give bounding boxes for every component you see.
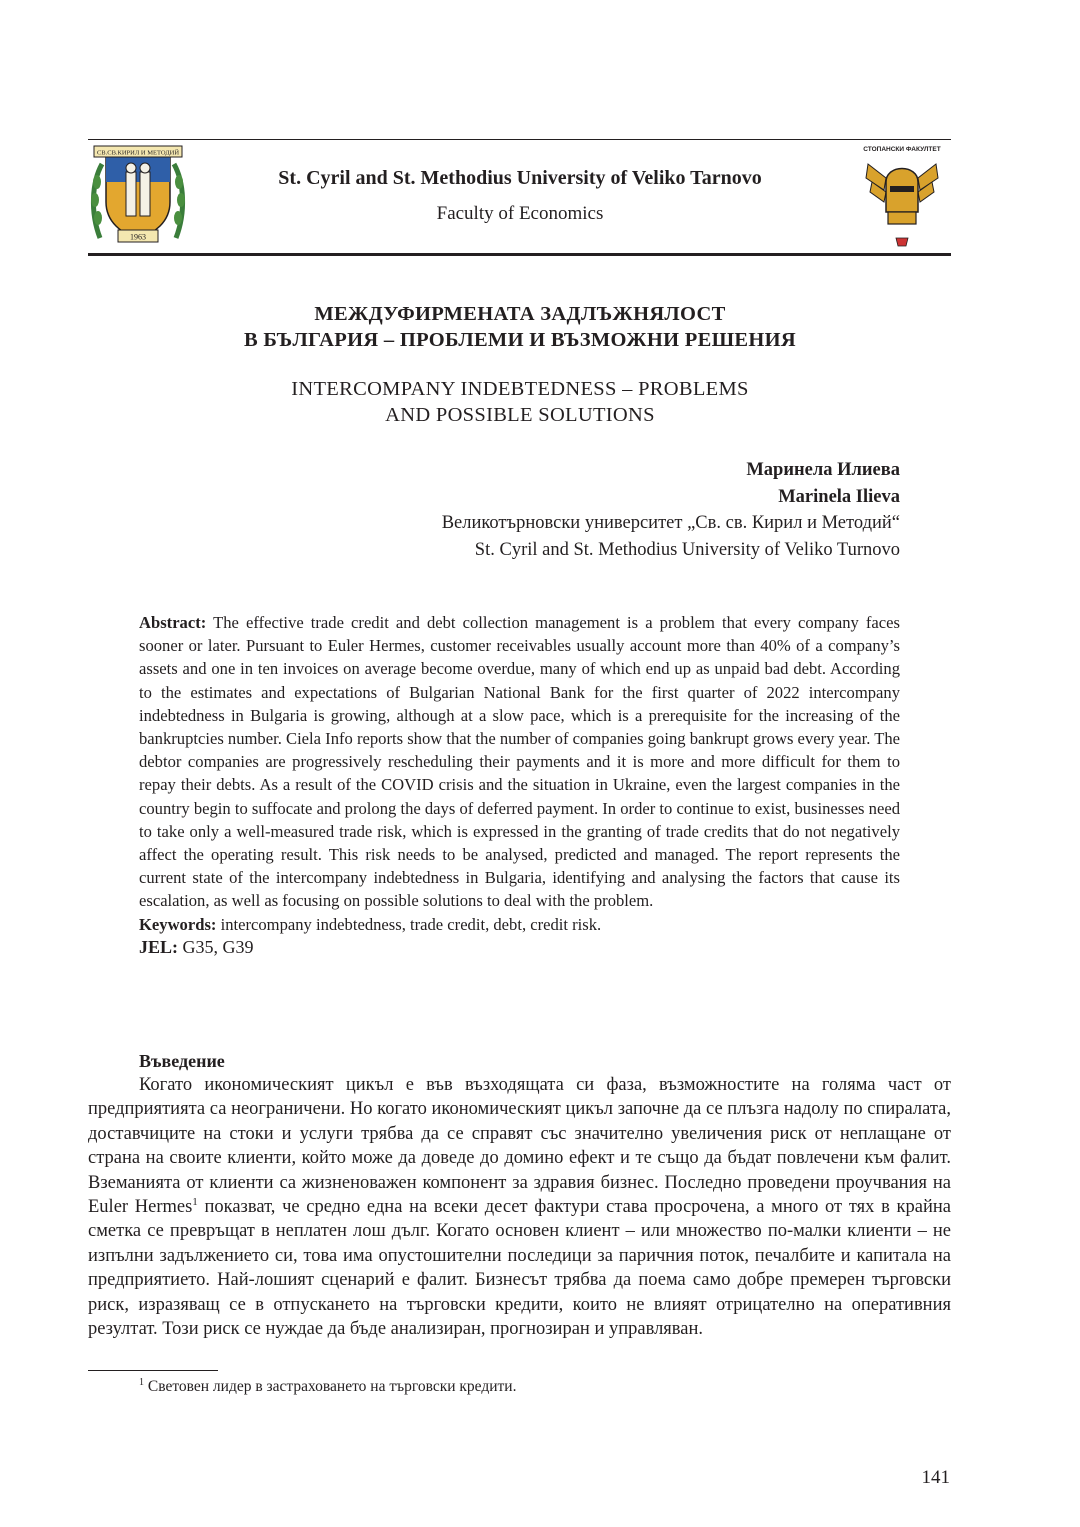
- university-name: St. Cyril and St. Methodius University of Veliko Tarnovo: [278, 167, 762, 189]
- jel-codes: G35, G39: [182, 936, 254, 957]
- crest-year-text: 1963: [130, 232, 146, 242]
- footnote: [139, 1377, 516, 1396]
- title-bg-line-2: В БЪЛГАРИЯ – ПРОБЛЕМИ И ВЪЗМОЖНИ РЕШЕНИЯ: [244, 329, 796, 351]
- page-number: 141: [921, 1467, 950, 1488]
- header-top-rule: [88, 139, 951, 140]
- keywords-text: intercompany indebtedness, trade credit, debt, credit risk.: [220, 914, 602, 934]
- keywords-line: [139, 913, 900, 936]
- keywords-label: Keywords:: [139, 914, 217, 934]
- faculty-logo-text: СТОПАНСКИ ФАКУЛТЕТ: [863, 146, 941, 153]
- title-english: [100, 376, 940, 428]
- abstract-paragraph: [139, 611, 900, 913]
- abstract-block: [139, 611, 900, 959]
- crest-banner-text: СВ.СВ.КИРИЛ И МЕТОДИЙ: [96, 149, 180, 157]
- footnote-text: Световен лидер в застраховането на търговски кредити.: [147, 1378, 517, 1396]
- author-name-en: Marinela Ilieva: [778, 486, 900, 507]
- section-heading-introduction: Въведение: [139, 1051, 225, 1071]
- footnote-number: 1: [139, 1377, 144, 1388]
- affiliation-en: St. Cyril and St. Methodius University of Veliko Turnovo: [474, 539, 900, 560]
- faculty-winged-helmet-icon: [862, 142, 942, 250]
- author-block: [442, 457, 900, 563]
- abstract-label: Abstract:: [139, 613, 207, 632]
- header-bottom-rule: [88, 253, 951, 256]
- title-bulgarian: [100, 301, 940, 353]
- introduction-paragraph: [88, 1073, 951, 1341]
- title-en-line-1: INTERCOMPANY INDEBTEDNESS – PROBLEMS: [291, 378, 749, 400]
- author-name-bg: Маринела Илиева: [746, 460, 900, 480]
- intro-text-part-2: показват, че средно една на всеки десет фактури става просрочена, а много от тях в крайна сметка се превръщат в неплатен лош дълг. Когато основен клиент – или множество по-малки клиенти – не изпълни задължението си, това има опустошителни последици за паричния поток, печалбите и капитала на предприятието. Най-лошият сценарий е фалит. Бизнесът трябва да поема само добре премерен търговски риск, изразяващ се в отпускането на търговски кредити, които не влияят отрицателно на оперативния резултат. Този риск се нуждае да бъде анализиран, прогнозиран и управляван.: [88, 1197, 951, 1340]
- title-bg-line-1: МЕЖДУФИРМЕНАТА ЗАДЛЪЖНЯЛОСТ: [314, 303, 726, 325]
- jel-label: JEL:: [139, 936, 179, 957]
- jel-line: [139, 936, 900, 959]
- title-en-line-2: AND POSSIBLE SOLUTIONS: [385, 404, 655, 426]
- faculty-name: Faculty of Economics: [436, 203, 604, 224]
- footnote-reference[interactable]: 1: [192, 1195, 198, 1208]
- university-crest-icon: [88, 142, 188, 246]
- affiliation-bg: Великотърновски университет „Св. св. Кирил и Методий“: [441, 513, 900, 533]
- footnote-separator: [88, 1370, 218, 1371]
- abstract-text: The effective trade credit and debt collection management is a problem that every company faces sooner or later. Pursuant to Euler Hermes, customer receivables usually account more than 40% of a company’s assets and one in ten invoices on average become overdue, many of which end up as unpaid bad debt. According to the estimates and expectations of Bulgarian National Bank for the first quarter of 2022 intercompany indebtedness in Bulgaria is growing, although at a slow pace, which is a prerequisite for the increasing of the bankruptcies number. Ciela Info reports show that the number of companies going bankrupt grows every year. The debtor companies are progressively rescheduling their payments and it is more and more difficult for them to repay their debts. As a result of the COVID crisis and the situation in Ukraine, even the largest companies in the country begin to suffocate and prolong the days of deferred payment. In order to continue to exist, businesses need to take only a well-measured trade risk, which is expressed in the granting of trade credits that do not negatively affect the operating result. This risk needs to be analysed, predicted and managed. The report represents the current state of the intercompany indebtedness in Bulgaria, identifying and analysing the factors that cause its escalation, as well as focusing on possible solutions to deal with the problem.: [139, 613, 900, 911]
- intro-text-part-1: Когато икономическият цикъл е във възходящата си фаза, възможностите на голяма част от предприятията са неограничени. Но когато икономическият цикъл започне да се плъзга надолу по спиралата, доставчиците на стоки и услуги трябва да се справят със значително увеличения риск от неплащане от страна на своите клиенти, който може да доведе до домино ефект и те също да бъдат повлечени към фалит. Вземанията от клиенти са жизненоважен компонент за здравия бизнес. Последно проведени проучвания на Euler Hermes: [88, 1075, 951, 1218]
